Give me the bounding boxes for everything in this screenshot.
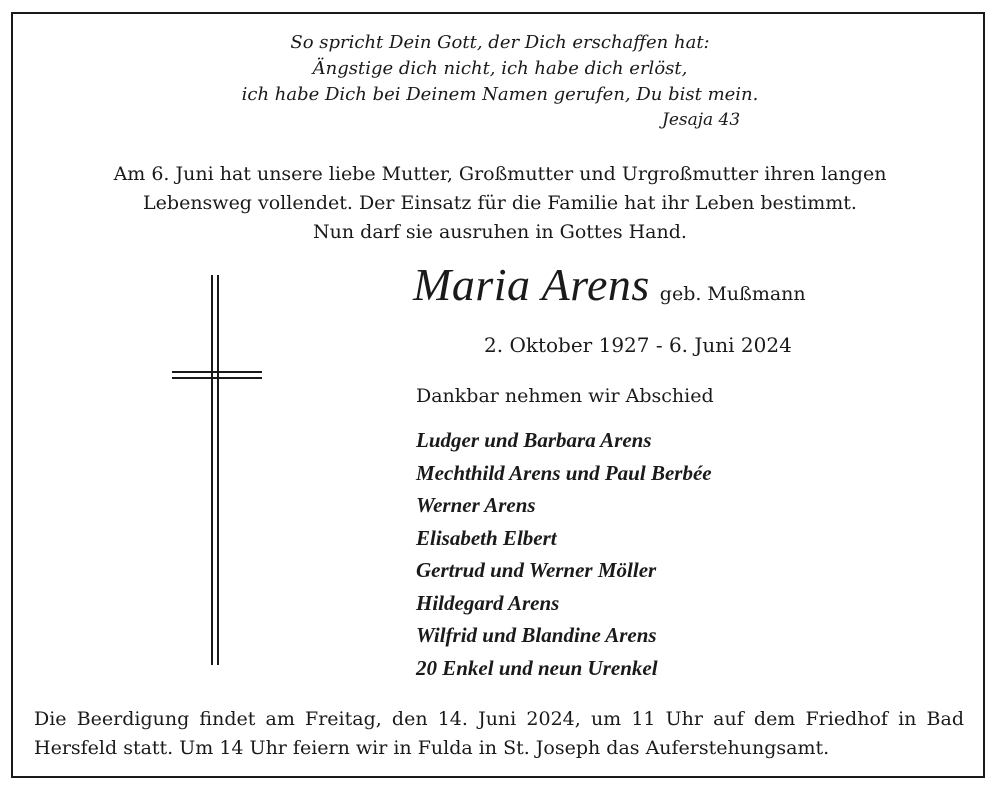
cross-icon — [170, 275, 270, 670]
mourners-list — [416, 424, 712, 684]
mourner-name: Gertrud und Werner Möller — [416, 558, 657, 582]
mourner-name: Elisabeth Elbert — [416, 525, 557, 550]
cross-horizontal-line — [172, 371, 262, 373]
verse-line-2: Ängstige dich nicht, ich habe dich erlöst, — [312, 58, 688, 79]
mourners-intro: Dankbar nehmen wir Abschied — [416, 385, 714, 407]
funeral-notice: Die Beerdigung findet am Freitag, den 14. Juni 2024, um 11 Uhr auf dem Friedhof in Bad Hersfeld statt. Um 14 Uhr feiern wir in Fulda in St. Joseph das Auferstehungsamt. — [34, 708, 964, 759]
life-dates: 2. Oktober 1927 - 6. Juni 2024 — [484, 333, 792, 357]
intro-text — [0, 160, 1000, 247]
cross-vertical-line — [211, 275, 213, 665]
maiden-name: geb. Mußmann — [659, 283, 806, 305]
mourner-name: Wilfrid und Blandine Arens — [416, 623, 657, 647]
mourner-name: Werner Arens — [416, 493, 536, 517]
deceased-name: Maria Arens — [413, 259, 650, 310]
verse-reference: Jesaja 43 — [662, 110, 741, 130]
mourner-name: Mechthild Arens und Paul Berbée — [416, 460, 712, 485]
intro-line-2: Lebensweg vollendet. Der Einsatz für die Familie hat ihr Leben bestimmt. — [143, 192, 857, 214]
cross-vertical-line — [217, 275, 219, 665]
deceased-name-row — [413, 258, 806, 311]
intro-line-1: Am 6. Juni hat unsere liebe Mutter, Großmutter und Urgroßmutter ihren langen — [113, 163, 887, 185]
verse-line-1: So spricht Dein Gott, der Dich erschaffen hat: — [290, 32, 710, 53]
intro-line-3: Nun darf sie ausruhen in Gottes Hand. — [313, 221, 687, 243]
cross-horizontal-line — [172, 377, 262, 379]
mourner-name: 20 Enkel und neun Urenkel — [416, 655, 658, 680]
mourner-name: Hildegard Arens — [416, 590, 560, 615]
verse-line-3: ich habe Dich bei Deinem Namen gerufen, Du bist mein. — [241, 84, 759, 105]
mourner-name: Ludger und Barbara Arens — [416, 428, 652, 452]
bible-verse — [0, 30, 1000, 108]
